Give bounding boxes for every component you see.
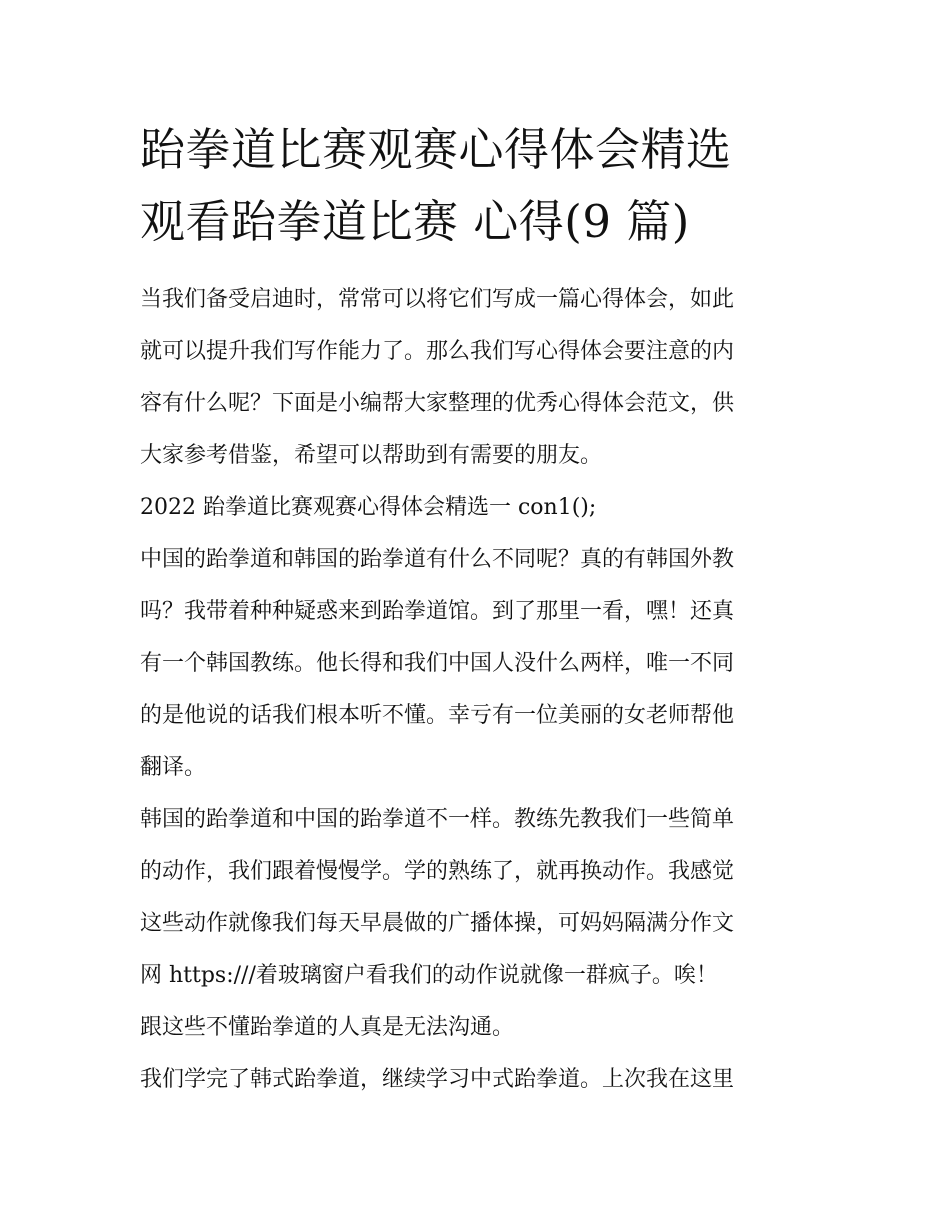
intro-paragraph <box>140 274 812 482</box>
text-line: 翻译。 <box>140 755 207 780</box>
title-line: 跆拳道比赛观赛心得体会精选 <box>140 123 732 176</box>
document-page <box>140 114 812 1106</box>
document-title <box>140 114 812 258</box>
text-line: 就可以提升我们写作能力了。那么我们写心得体会要注意的内 <box>140 339 735 364</box>
body-paragraph <box>140 534 812 794</box>
text-line: 容有什么呢？下面是小编帮大家整理的优秀心得体会范文，供 <box>140 391 735 416</box>
text-line: 这些动作就像我们每天早晨做的广播体操，可妈妈隔满分作文 <box>140 911 735 936</box>
text-line: 的是他说的话我们根本听不懂。幸亏有一位美丽的女老师帮他 <box>140 703 735 728</box>
text-line: 的动作，我们跟着慢慢学。学的熟练了，就再换动作。我感觉 <box>140 859 735 884</box>
body-paragraph <box>140 794 812 1054</box>
text-line: 网 https:///着玻璃窗户看我们的动作说就像一群疯子。唉！ <box>140 963 718 988</box>
text-line: 大家参考借鉴，希望可以帮助到有需要的朋友。 <box>140 443 603 468</box>
text-line: 2022 跆拳道比赛观赛心得体会精选一 con1(); <box>140 495 597 520</box>
text-line: 有一个韩国教练。他长得和我们中国人没什么两样，唯一不同 <box>140 651 735 676</box>
text-line: 中国的跆拳道和韩国的跆拳道有什么不同呢？真的有韩国外教 <box>140 547 735 572</box>
text-line: 当我们备受启迪时，常常可以将它们写成一篇心得体会，如此 <box>140 287 735 312</box>
text-line: 我们学完了韩式跆拳道，继续学习中式跆拳道。上次我在这里 <box>140 1067 735 1092</box>
text-line: 跟这些不懂跆拳道的人真是无法沟通。 <box>140 1015 515 1040</box>
text-line: 韩国的跆拳道和中国的跆拳道不一样。教练先教我们一些简单 <box>140 807 735 832</box>
body-paragraph <box>140 1054 812 1106</box>
section-heading <box>140 482 812 534</box>
text-line: 吗？我带着种种疑惑来到跆拳道馆。到了那里一看，嘿！还真 <box>140 599 735 624</box>
title-line: 观看跆拳道比赛 心得(9 篇) <box>140 195 690 248</box>
